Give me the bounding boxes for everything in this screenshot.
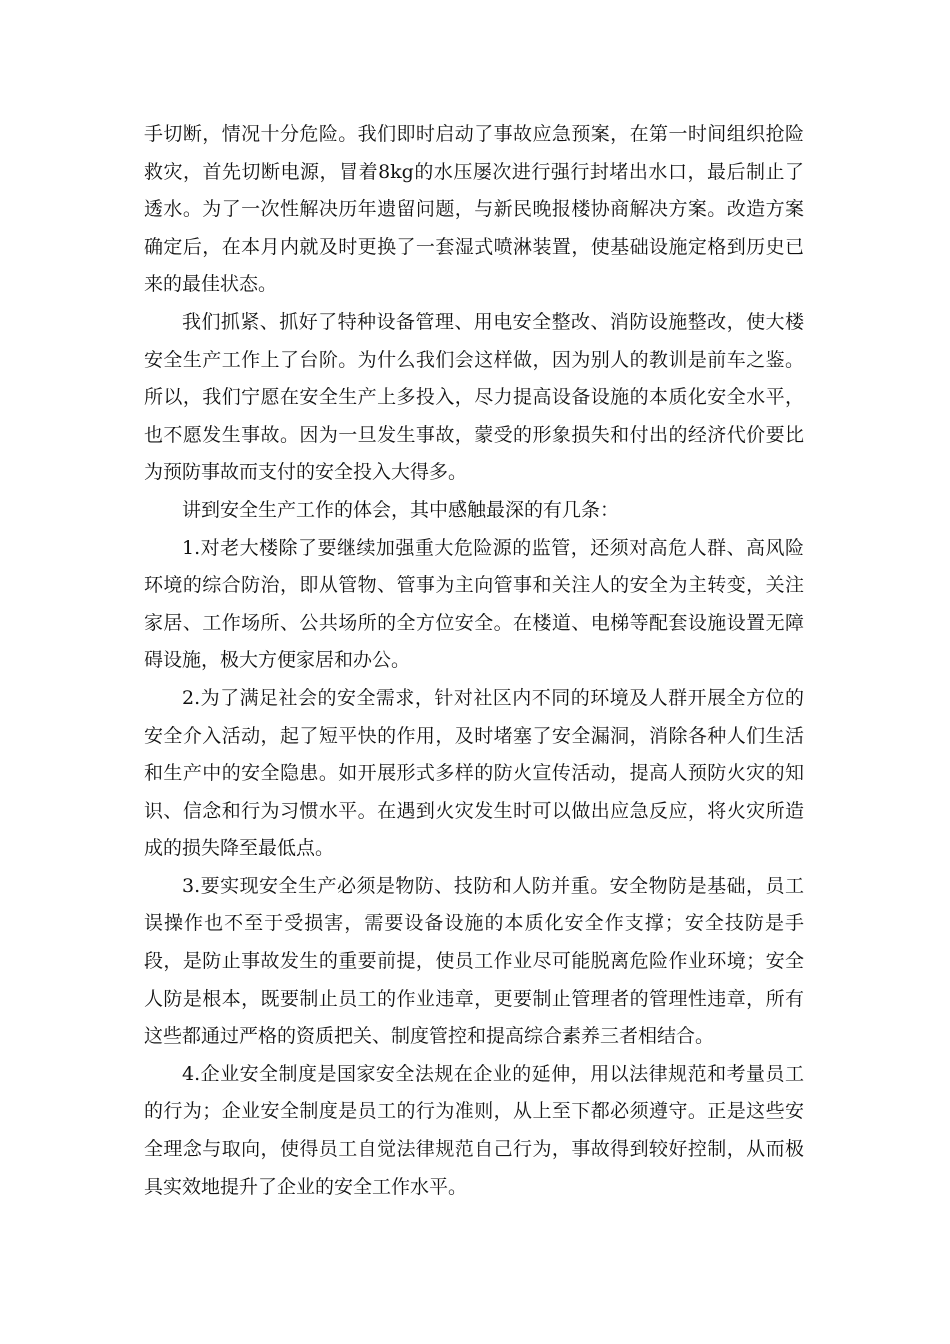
paragraph-continuation: 手切断，情况十分危险。我们即时启动了事故应急预案，在第一时间组织抢险救灾，首先切断电源，冒着8kg的水压屡次进行强行封堵出水口，最后制止了透水。为了一次性解决历年遗留问题，与新民晚报楼协商解决方案。改造方案确定后，在本月内就及时更换了一套湿式喷淋装置，使基础设施定格到历史已来的最佳状态。	[144, 123, 804, 296]
list-item-2: 2.为了满足社会的安全需求，针对社区内不同的环境及人群开展全方位的安全介入活动，起了短平快的作用，及时堵塞了安全漏洞，消除各种人们生活和生产中的安全隐患。如开展形式多样的防火宣传活动，提高人预防火灾的知识、信念和行为习惯水平。在遇到火灾发生时可以做出应急反应，将火灾所造成的损失降至最低点。	[144, 686, 804, 860]
list-item-1: 1.对老大楼除了要继续加强重大危险源的监管，还须对高危人群、高风险环境的综合防治，即从管物、管事为主向管事和关注人的安全为主转变，关注家居、工作场所、公共场所的全方位安全。在楼道、电梯等配套设施设置无障碍设施，极大方便家居和办公。	[144, 536, 804, 672]
list-item-4: 4.企业安全制度是国家安全法规在企业的延伸，用以法律规范和考量员工的行为；企业安全制度是员工的行为准则，从上至下都必须遵守。正是这些安全理念与取向，使得员工自觉法律规范自己行为，事故得到较好控制，从而极具实效地提升了企业的安全工作水平。	[144, 1062, 804, 1198]
list-item-3: 3.要实现安全生产必须是物防、技防和人防并重。安全物防是基础，员工误操作也不至于受损害，需要设备设施的本质化安全作支撑；安全技防是手段，是防止事故发生的重要前提，使员工作业尽可能脱离危险作业环境；安全人防是根本，既要制止员工的作业违章，更要制止管理者的管理性违章，所有这些都通过严格的资质把关、制度管控和提高综合素养三者相结合。	[144, 874, 804, 1048]
paragraph-experience-intro: 讲到安全生产工作的体会，其中感触最深的有几条：	[182, 498, 620, 521]
paragraph-safety-measures: 我们抓紧、抓好了特种设备管理、用电安全整改、消防设施整改，使大楼安全生产工作上了台阶。为什么我们会这样做，因为别人的教训是前车之鉴。所以，我们宁愿在安全生产上多投入，尽力提高设备设施的本质化安全水平，也不愿发生事故。因为一旦发生事故，蒙受的形象损失和付出的经济代价要比为预防事故而支付的安全投入大得多。	[144, 310, 804, 484]
document-body	[144, 116, 804, 1206]
